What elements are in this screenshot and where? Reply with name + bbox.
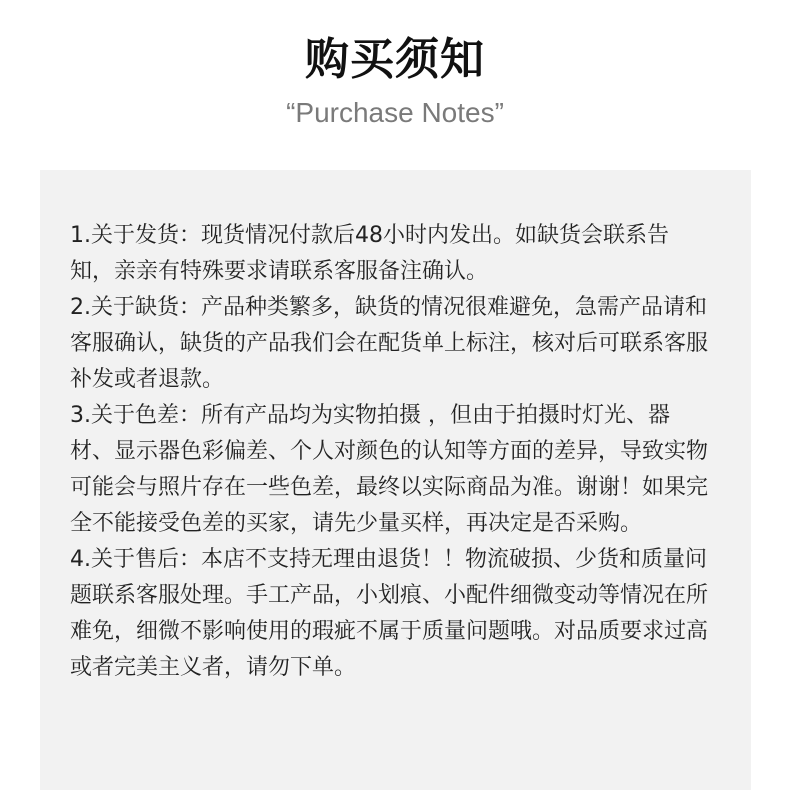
notes-list bbox=[70, 218, 710, 686]
note-after-sales: 4.关于售后：本店不支持无理由退货！！物流破损、少货和质量问题联系客服处理。手工产品，小划痕、小配件细微变动等情况在所难免，细微不影响使用的瑕疵不属于质量问题哦。对品质要求过高或者完美主义者，请勿下单。 bbox=[70, 547, 709, 680]
page-title: 购买须知 bbox=[305, 34, 485, 85]
note-out-of-stock: 2.关于缺货：产品种类繁多，缺货的情况很难避免，急需产品请和客服确认，缺货的产品我们会在配货单上标注，核对后可联系客服补发或者退款。 bbox=[70, 295, 709, 392]
notes-panel bbox=[40, 170, 751, 790]
note-shipping: 1.关于发货：现货情况付款后48小时内发出。如缺货会联系告知，亲亲有特殊要求请联系客服备注确认。 bbox=[70, 223, 669, 284]
page-subtitle: “Purchase Notes” bbox=[286, 97, 504, 128]
note-color-difference: 3.关于色差：所有产品均为实物拍摄 ，但由于拍摄时灯光、器材、显示器色彩偏差、个人对颜色的认知等方面的差异，导致实物可能会与照片存在一些色差，最终以实际商品为准。谢谢！如果完全不能接受色差的买家，请先少量买样，再决定是否采购。 bbox=[70, 403, 709, 536]
